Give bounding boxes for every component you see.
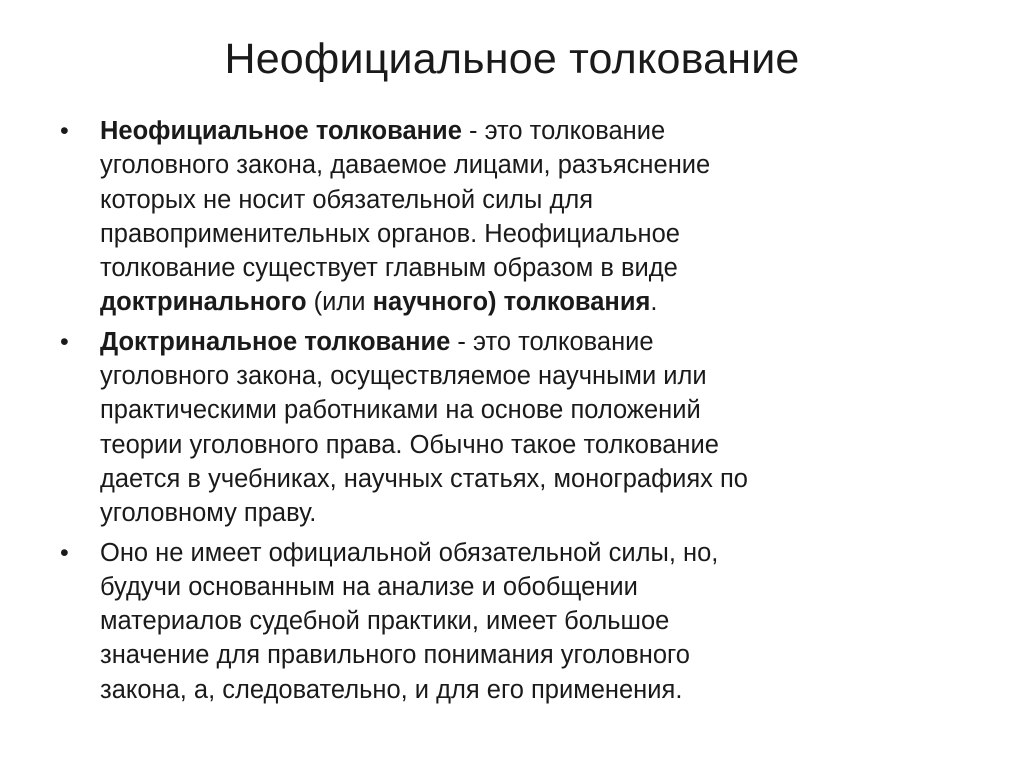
text-run: - это толкование — [450, 327, 654, 356]
bold-term: Доктринальное толкование — [100, 327, 451, 356]
bullet-line: правоприменительных органов. Неофициальное — [100, 219, 680, 248]
bullet-line: значение для правильного понимания уголовного — [100, 641, 690, 670]
bullet-line: уголовному праву. — [100, 499, 317, 528]
bullet-line: уголовного закона, осуществляемое научными или — [100, 362, 707, 391]
bold-term: Неофициальное толкование — [100, 117, 462, 145]
bullet-line — [100, 114, 940, 148]
bullet-dot-icon: • — [60, 538, 69, 567]
text-run: - это толкование — [461, 117, 666, 145]
bullet-line: уголовного закона, даваемое лицами, разъяснение — [100, 151, 711, 180]
text-run: . — [650, 288, 658, 317]
bullet-list — [60, 114, 940, 712]
bullet-line: Оно не имеет официальной обязательной силы, но, — [100, 538, 719, 567]
bullet-item-unofficial — [60, 114, 940, 320]
bullet-item-doctrinal — [60, 325, 940, 531]
text-run: (или — [306, 288, 373, 317]
bullet-line: теории уголовного права. Обычно такое толкование — [100, 430, 719, 459]
slide-title: Неофициальное толкование — [224, 35, 800, 83]
bullet-line: будучи основанным на анализе и обобщении — [100, 572, 638, 601]
bullet-line — [100, 285, 940, 319]
bold-term: научного) толкования — [372, 288, 651, 317]
bullet-line: которых не носит обязательной силы для — [100, 185, 594, 214]
bullet-item-significance — [60, 536, 940, 707]
bold-term: доктринального — [100, 288, 307, 317]
bullet-line: дается в учебниках, научных статьях, монографиях по — [100, 464, 748, 493]
bullet-line: толкование существует главным образом в виде — [100, 254, 678, 283]
bullet-line: практическими работниками на основе положений — [100, 396, 701, 425]
bullet-line: материалов судебной практики, имеет большое — [100, 607, 670, 636]
bullet-line: закона, а, следовательно, и для его применения. — [100, 675, 683, 704]
bullet-dot-icon: • — [60, 117, 69, 145]
bullet-line — [100, 325, 940, 359]
bullet-dot-icon: • — [60, 327, 69, 356]
